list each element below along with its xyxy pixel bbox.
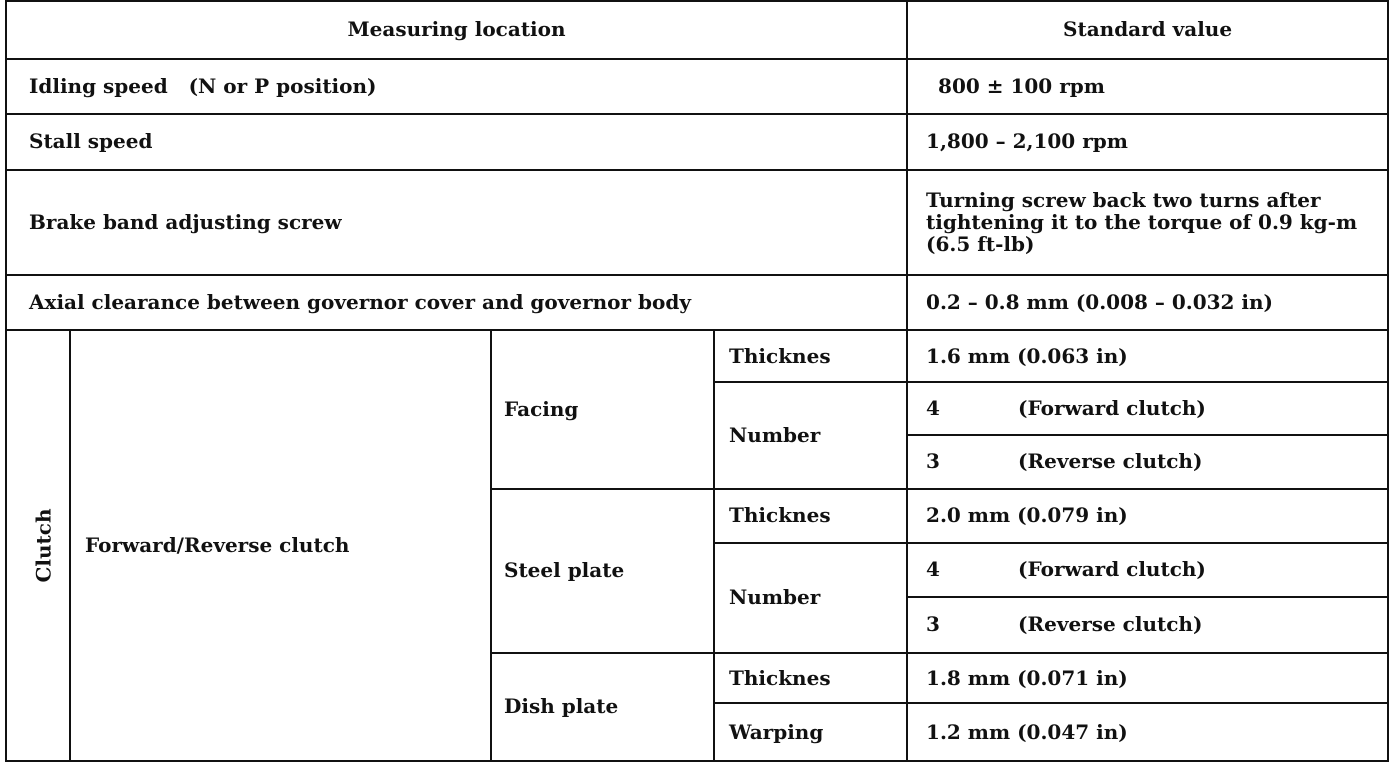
- idling-speed-label: Idling speed (N or P position): [6, 59, 907, 115]
- facing-forward-value: [907, 382, 1388, 435]
- facing-forward-label: (Forward clutch): [1018, 395, 1206, 420]
- steel-forward-count: 4: [926, 557, 940, 582]
- dish-plate-label: Dish plate: [491, 653, 714, 761]
- steel-reverse-value: [907, 597, 1388, 653]
- axial-clearance-value: 0.2 – 0.8 mm (0.008 – 0.032 in): [907, 275, 1388, 331]
- steel-forward-value: [907, 543, 1388, 598]
- steel-reverse-label: (Reverse clutch): [1018, 612, 1203, 637]
- header-measuring-location: Measuring location: [6, 1, 907, 59]
- dish-warping-value: 1.2 mm (0.047 in): [907, 703, 1388, 761]
- facing-reverse-count: 3: [926, 449, 940, 474]
- facing-thickness-value: 1.6 mm (0.063 in): [907, 330, 1388, 382]
- steel-thickness-label: Thicknes: [714, 489, 907, 543]
- stall-speed-label: Stall speed: [6, 114, 907, 170]
- clutch-vertical-text: Clutch: [31, 508, 56, 583]
- header-row: [6, 1, 1388, 59]
- spec-table: [5, 0, 1389, 762]
- facing-number-label: Number: [714, 382, 907, 489]
- dish-thickness-value: 1.8 mm (0.071 in): [907, 653, 1388, 704]
- facing-thickness-label: Thicknes: [714, 330, 907, 382]
- brake-band-label: Brake band adjusting screw: [6, 170, 907, 275]
- steel-thickness-value: 2.0 mm (0.079 in): [907, 489, 1388, 543]
- facing-forward-count: 4: [926, 395, 940, 420]
- facing-reverse-value: [907, 435, 1388, 490]
- stall-speed-value: 1,800 – 2,100 rpm: [907, 114, 1388, 170]
- table-row: [6, 330, 1388, 382]
- facing-label: Facing: [491, 330, 714, 489]
- brake-band-value: Turning screw back two turns after tightening it to the torque of 0.9 kg-m (6.5 ft-lb): [907, 170, 1388, 275]
- clutch-group-label: [6, 330, 70, 761]
- dish-thickness-label: Thicknes: [714, 653, 907, 704]
- steel-plate-label: Steel plate: [491, 489, 714, 653]
- steel-forward-label: (Forward clutch): [1018, 557, 1206, 582]
- header-standard-value: Standard value: [907, 1, 1388, 59]
- table-row: [6, 275, 1388, 331]
- steel-number-label: Number: [714, 543, 907, 653]
- facing-reverse-label: (Reverse clutch): [1018, 449, 1203, 474]
- dish-warping-label: Warping: [714, 703, 907, 761]
- idling-speed-value: 800 ± 100 rpm: [907, 59, 1388, 115]
- table-row: [6, 170, 1388, 275]
- table-row: [6, 59, 1388, 115]
- forward-reverse-clutch-label: Forward/Reverse clutch: [70, 330, 491, 761]
- table-row: [6, 114, 1388, 170]
- axial-clearance-label: Axial clearance between governor cover and governor body: [6, 275, 907, 331]
- steel-reverse-count: 3: [926, 612, 940, 637]
